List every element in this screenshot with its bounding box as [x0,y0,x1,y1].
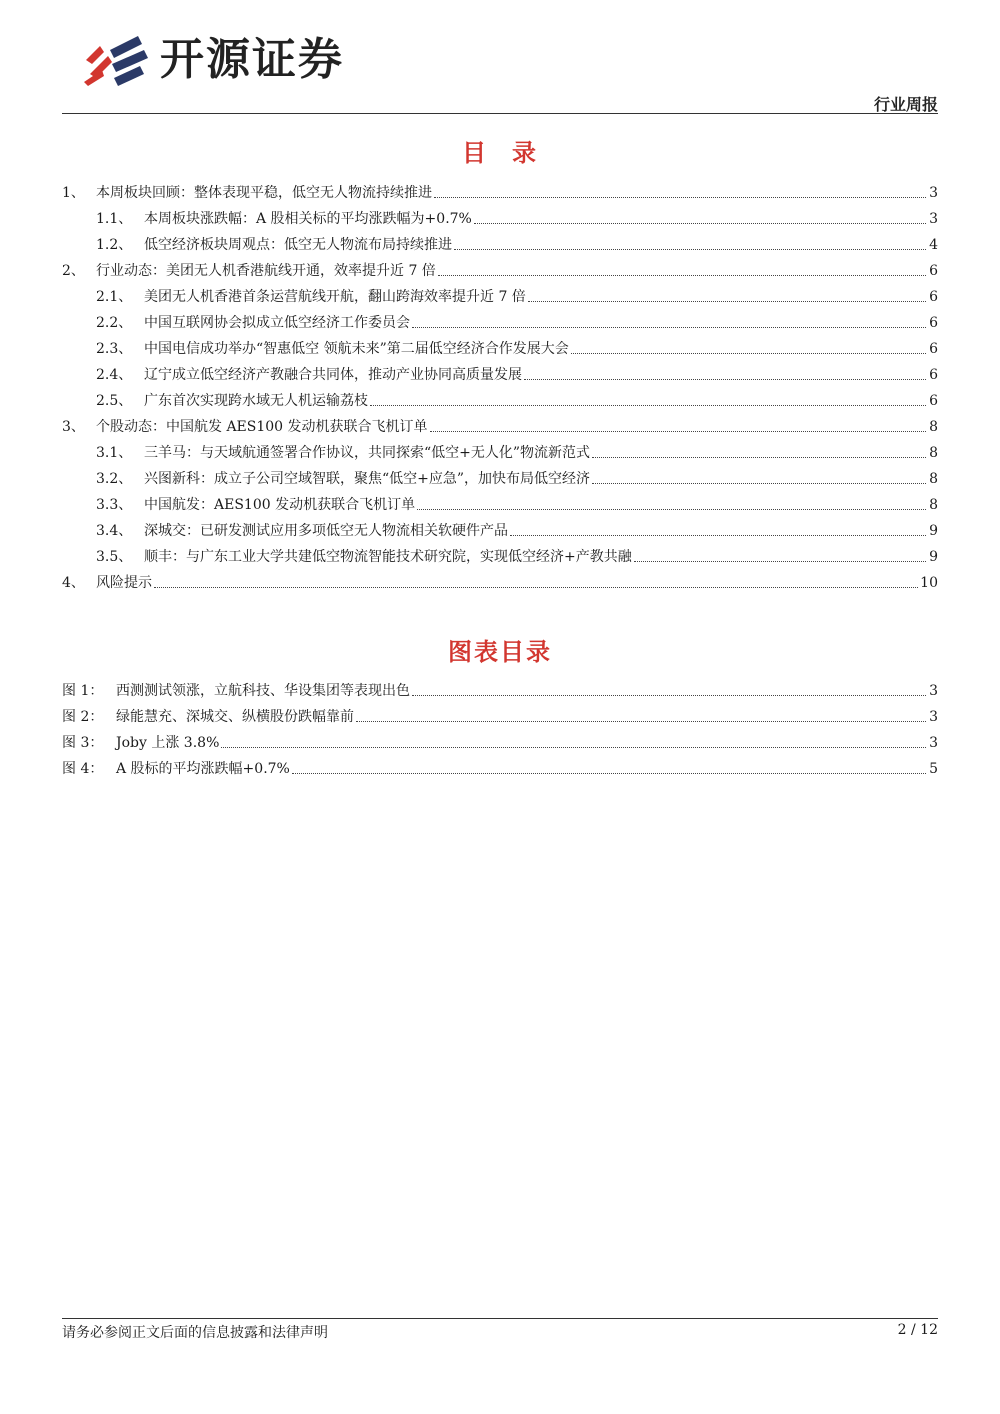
toc-entry-title: 行业动态：美团无人机香港航线开通，效率提升近 7 倍 [96,263,436,279]
toc-entry-number: 2.2、 [96,315,133,331]
toc-entry-title: 风险提示 [96,575,152,591]
dot-leader [221,747,926,748]
figure-entry-page: 3 [929,683,938,699]
figure-entry[interactable] [62,726,938,752]
figure-list-heading: 图表目录 [448,638,552,666]
dot-leader [592,457,926,458]
toc-entry-page: 8 [929,445,938,461]
toc-entry-page: 6 [929,393,938,409]
toc-entry[interactable] [62,280,938,306]
toc-entry-title: 深城交：已研发测试应用多项低空无人物流相关软硬件产品 [144,523,508,539]
toc-entry-number: 3.5、 [96,549,133,565]
toc-entry-number: 2、 [62,263,85,279]
toc-entry-number: 2.3、 [96,341,133,357]
dot-leader [474,223,926,224]
page-header [0,0,1000,115]
dot-leader [412,327,926,328]
dot-leader [524,379,926,380]
brand-logo-mark-icon [82,30,154,88]
figure-entry-title: Joby 上涨 3.8% [116,735,220,751]
toc-entry-page: 8 [929,471,938,487]
toc-entry[interactable] [62,436,938,462]
figure-entry[interactable] [62,674,938,700]
toc-entry-number: 1、 [62,185,85,201]
toc-entry[interactable] [62,462,938,488]
toc-heading-text: 目 录 [462,139,538,167]
toc-entry-number: 3、 [62,419,85,435]
toc-entry-number: 4、 [62,575,85,591]
dot-leader [417,509,926,510]
toc-entry-number: 1.1、 [96,211,133,227]
toc-entry-title: 本周板块回顾：整体表现平稳，低空无人物流持续推进 [96,185,432,201]
dot-leader [356,721,926,722]
toc-entry-number: 2.5、 [96,393,133,409]
figure-list [62,674,938,778]
page-indicator: 2 / 12 [897,1322,938,1338]
dot-leader [510,535,926,536]
table-of-contents [62,176,938,592]
toc-entry-page: 10 [920,575,938,591]
toc-entry-title: 中国互联网协会拟成立低空经济工作委员会 [144,315,410,331]
toc-entry-page: 9 [929,523,938,539]
toc-entry-page: 6 [929,367,938,383]
figure-entry-number: 图 4： [62,761,104,777]
figure-entry-number: 图 2： [62,709,104,725]
footer-divider [62,1318,938,1319]
toc-entry-page: 6 [929,263,938,279]
dot-leader [412,695,926,696]
toc-entry-number: 3.2、 [96,471,133,487]
toc-entry-page: 3 [929,185,938,201]
dot-leader [528,301,926,302]
toc-entry-title: 中国航发：AES100 发动机获联合飞机订单 [144,497,416,513]
toc-entry-title: 辽宁成立低空经济产教融合共同体，推动产业协同高质量发展 [144,367,522,383]
toc-entry-title: 中国电信成功举办“智惠低空 领航未来”第二届低空经济合作发展大会 [144,341,569,357]
toc-entry-title: 广东首次实现跨水域无人机运输荔枝 [144,393,368,409]
report-type-label: 行业周报 [873,95,938,114]
figure-entry-title: A 股标的平均涨跌幅+0.7% [116,761,290,777]
figure-entry-title: 西测测试领涨，立航科技、华设集团等表现出色 [116,683,410,699]
figure-entry-page: 3 [929,709,938,725]
toc-entry[interactable] [62,488,938,514]
toc-heading [0,133,1000,168]
figure-entry[interactable] [62,752,938,778]
brand-name: 开源证券 [160,34,344,85]
toc-entry-number: 2.4、 [96,367,133,383]
toc-entry[interactable] [62,384,938,410]
figure-entry-number: 图 1： [62,683,104,699]
toc-entry[interactable] [62,332,938,358]
toc-entry-title: 兴图新科：成立子公司空域智联，聚焦“低空+应急”，加快布局低空经济 [144,471,591,487]
figure-entry-title: 绿能慧充、深城交、纵横股份跌幅靠前 [116,709,354,725]
toc-entry-number: 3.4、 [96,523,133,539]
toc-entry-page: 4 [929,237,938,253]
dot-leader [292,773,926,774]
toc-entry[interactable] [62,358,938,384]
dot-leader [634,561,926,562]
toc-entry-number: 3.1、 [96,445,133,461]
toc-entry-page: 6 [929,289,938,305]
toc-entry[interactable] [62,228,938,254]
toc-entry-page: 3 [929,211,938,227]
toc-entry-title: 个股动态：中国航发 AES100 发动机获联合飞机订单 [96,419,428,435]
toc-entry[interactable] [62,410,938,436]
toc-entry-title: 美团无人机香港首条运营航线开航，翻山跨海效率提升近 7 倍 [144,289,526,305]
header-divider [62,113,938,114]
toc-entry[interactable] [62,254,938,280]
toc-entry[interactable] [62,514,938,540]
brand-logo [82,28,382,92]
toc-entry-page: 6 [929,341,938,357]
figure-entry-number: 图 3： [62,735,104,751]
dot-leader [592,483,926,484]
dot-leader [434,197,926,198]
toc-entry-page: 6 [929,315,938,331]
dot-leader [430,431,926,432]
toc-entry-number: 3.3、 [96,497,133,513]
toc-entry[interactable] [62,202,938,228]
toc-entry[interactable] [62,176,938,202]
toc-entry-title: 本周板块涨跌幅：A 股相关标的平均涨跌幅为+0.7% [144,211,472,227]
dot-leader [571,353,926,354]
toc-entry-page: 9 [929,549,938,565]
toc-entry-number: 1.2、 [96,237,133,253]
toc-entry-page: 8 [929,419,938,435]
toc-entry-title: 低空经济板块周观点：低空无人物流布局持续推进 [144,237,452,253]
figure-entry-page: 5 [929,761,938,777]
toc-entry[interactable] [62,566,938,592]
footer-disclaimer: 请务必参阅正文后面的信息披露和法律声明 [62,1325,328,1341]
figure-entry[interactable] [62,700,938,726]
dot-leader [438,275,926,276]
dot-leader [454,249,926,250]
toc-entry-number: 2.1、 [96,289,133,305]
toc-entry-page: 8 [929,497,938,513]
figure-entry-page: 3 [929,735,938,751]
toc-entry-title: 三羊马：与天域航通签署合作协议，共同探索“低空+无人化”物流新范式 [144,445,591,461]
dot-leader [154,587,918,588]
toc-entry-title: 顺丰：与广东工业大学共建低空物流智能技术研究院，实现低空经济+产教共融 [144,549,632,565]
dot-leader [370,405,926,406]
toc-entry[interactable] [62,306,938,332]
toc-entry[interactable] [62,540,938,566]
